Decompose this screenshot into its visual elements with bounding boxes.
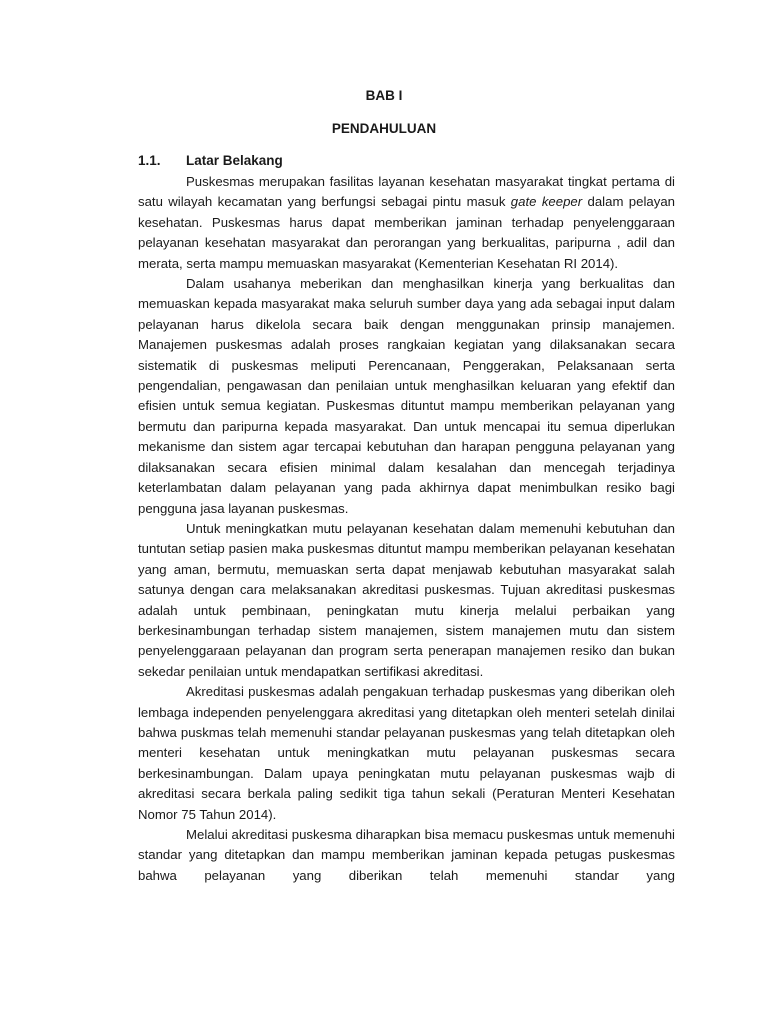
paragraph-4: Akreditasi puskesmas adalah pengakuan terhadap puskesmas yang diberikan oleh lembaga independen penyelenggara akreditasi yang ditetapkan oleh menteri setelah dinilai bahwa puskmas telah memenuhi standar pelayanan puskesmas yang telah ditetapkan oleh menteri kesehatan untuk meningkatkan mutu pelayanan puskesmas secara berkesinambungan. Dalam upaya peningkatan mutu pelayanan puskesmas wajb di akreditasi secara berkala paling sedikit tiga tahun sekali (Peraturan Menteri Kesehatan Nomor 75 Tahun 2014). — [138, 684, 675, 822]
paragraph-1-text-end: dalam pelayan kesehatan. Puskesmas harus dapat memberikan jaminan terhadap penyelenggaraan pelayanan kesehatan masyarakat dan perorangan yang berkualitas, paripurna , adil dan merata, serta mampu memuaskan masyarakat (Kementerian Kesehatan RI 2014). — [138, 194, 675, 271]
body-text — [138, 172, 675, 886]
paragraph-1 — [138, 172, 675, 274]
section-heading — [138, 153, 283, 168]
paragraph-2: Dalam usahanya meberikan dan menghasilkan kinerja yang berkualitas dan memuaskan kepada masyarakat maka seluruh sumber daya yang ada sebagai input dalam pelayanan harus dikelola secara baik dengan menggunakan prinsip manajemen. Manajemen puskesmas adalah proses rangkaian kegiatan yang dilaksanakan secara sistematik di puskesmas meliputi Perencanaan, Penggerakan, Pelaksanaan serta pengendalian, pengawasan dan penilaian untuk menghasilkan keluaran yang efektif dan efisien untuk semua kegiatan. Puskesmas dituntut mampu memberikan pelayanan yang bermutu dan paripurna kepada masyarakat. Dan untuk mencapai itu semua diperlukan mekanisme dan sistem agar tercapai kebutuhan dan harapan pengguna pelayanan yang dilaksanakan secara efisien minimal dalam kesalahan dan mencegah terjadinya keterlambatan dalam pelayanan yang pada akhirnya dapat menimbulkan resiko bagi pengguna jasa layanan puskesmas. — [138, 276, 675, 516]
chapter-number: BAB I — [365, 88, 403, 103]
paragraph-3: Untuk meningkatkan mutu pelayanan kesehatan dalam memenuhi kebutuhan dan tuntutan setiap pasien maka puskesmas dituntut mampu memberikan pelayanan kesehatan yang aman, bermutu, memuaskan serta dapat menjawab kebutuhan masyarakat salah satunya dengan cara melaksanakan akreditasi puskesmas. Tujuan akreditasi puskesmas adalah untuk pembinaan, peningkatan mutu kinerja melalui perbaikan yang berkesinambungan terhadap sistem manajemen, sistem manajemen mutu dan sistem penyelenggaraan pelayanan dan program serta penerapan manajemen resiko dan bukan sekedar penilaian untuk mendapatkan sertifikasi akreditasi. — [138, 520, 675, 679]
section-number: 1.1. — [138, 153, 161, 168]
paragraph-5: Melalui akreditasi puskesma diharapkan bisa memacu puskesmas untuk memenuhi standar yang ditetapkan dan mampu memberikan jaminan kepada petugas puskesmas bahwa pelayanan yang diberikan telah memenuhi standar yang — [138, 827, 675, 883]
chapter-title: PENDAHULUAN — [331, 121, 437, 136]
section-title: Latar Belakang — [186, 153, 283, 168]
paragraph-1-emphasis: gate keeper — [510, 194, 583, 210]
paragraph-1-text-start: Puskesmas merupakan fasilitas layanan kesehatan masyarakat tingkat pertama di satu wilayah kecamatan yang berfungsi sebagai pintu masuk — [138, 174, 675, 210]
